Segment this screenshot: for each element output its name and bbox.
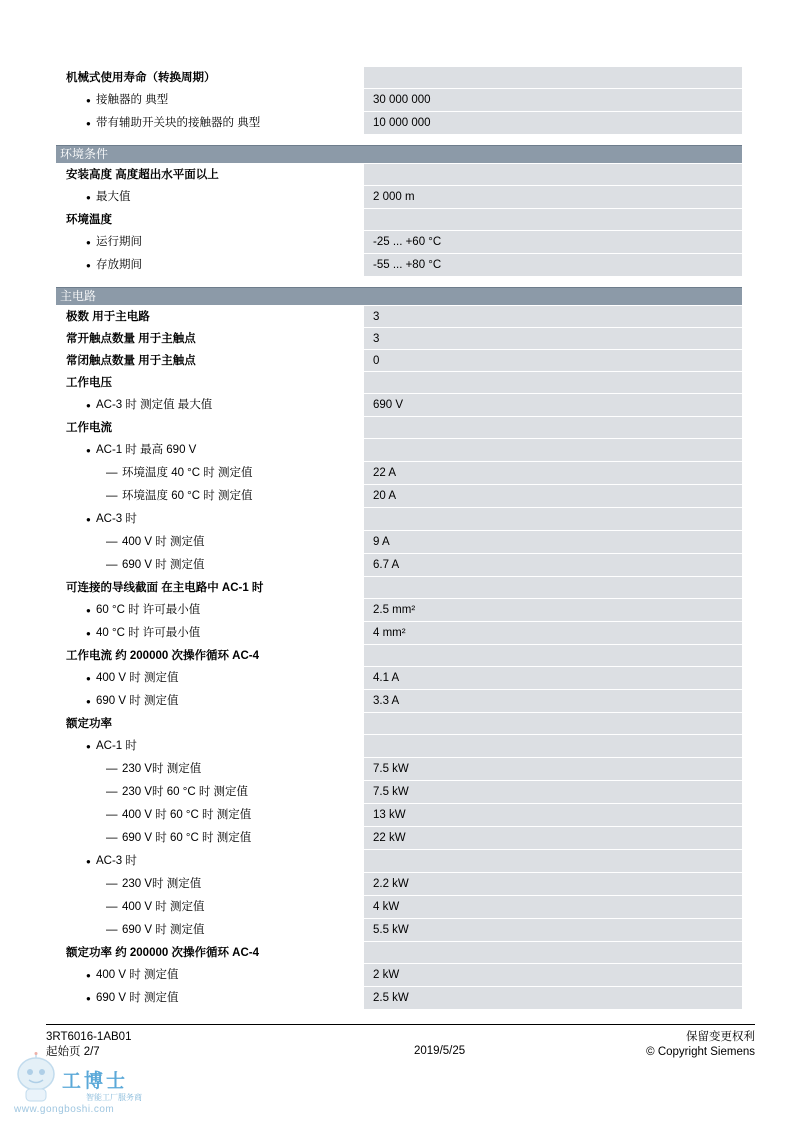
watermark-url: www.gongboshi.com (14, 1104, 115, 1115)
spec-value: 6.7 A (364, 554, 742, 576)
spec-row (56, 163, 742, 185)
spec-row (56, 895, 742, 918)
spec-value: 30 000 000 (364, 89, 742, 111)
spec-value: 2.5 mm² (364, 599, 742, 621)
spec-label-text: 690 V 时 测定值 (122, 924, 205, 936)
bullet-icon: ● (86, 193, 91, 202)
spec-label-text: 400 V 时 60 °C 时 测定值 (122, 809, 252, 821)
spec-label-text: 230 V时 测定值 (122, 763, 202, 775)
bullet-icon: ● (86, 446, 91, 455)
watermark-brand: 工博士 (62, 1071, 129, 1092)
spec-value (364, 645, 742, 666)
spec-row (56, 757, 742, 780)
spec-value: 3 (364, 306, 742, 327)
spec-label-text: 安装高度 高度超出水平面以上 (66, 169, 219, 181)
spec-label (56, 508, 364, 530)
spec-table (56, 66, 742, 1009)
spec-label (56, 350, 364, 371)
bullet-icon: ● (86, 674, 91, 683)
spec-label (56, 804, 364, 826)
spec-value (364, 372, 742, 393)
spec-label (56, 531, 364, 553)
dash-icon: — (106, 467, 118, 479)
spec-label (56, 186, 364, 208)
bullet-icon: ● (86, 971, 91, 980)
spec-label-text: 运行期间 (96, 236, 142, 248)
spec-label (56, 328, 364, 349)
bullet-icon: ● (86, 629, 91, 638)
spec-label (56, 462, 364, 484)
spec-value (364, 850, 742, 872)
spec-label (56, 964, 364, 986)
spec-value: 4 kW (364, 896, 742, 918)
spec-label (56, 67, 364, 88)
spec-row (56, 88, 742, 111)
spec-label (56, 735, 364, 757)
footer-right (646, 1030, 755, 1060)
bullet-icon: ● (86, 697, 91, 706)
spec-row (56, 208, 742, 230)
spec-row (56, 689, 742, 712)
spec-row (56, 986, 742, 1009)
spec-row (56, 803, 742, 826)
spec-label (56, 667, 364, 689)
spec-label (56, 89, 364, 111)
spec-row (56, 530, 742, 553)
spec-value: 2.5 kW (364, 987, 742, 1009)
spec-row (56, 576, 742, 598)
spec-value: 0 (364, 350, 742, 371)
spec-label-text: 常闭触点数量 用于主触点 (66, 355, 196, 367)
spec-label-text: 690 V 时 60 °C 时 测定值 (122, 832, 252, 844)
spec-row (56, 111, 742, 134)
spec-label-text: 40 °C 时 许可最小值 (96, 627, 201, 639)
spec-row (56, 371, 742, 393)
spec-label (56, 394, 364, 416)
spec-row (56, 253, 742, 276)
bullet-icon: ● (86, 119, 91, 128)
bullet-icon: ● (86, 261, 91, 270)
spec-label (56, 873, 364, 895)
dash-icon: — (106, 559, 118, 571)
section-header: 环境条件 (56, 145, 742, 163)
spec-label-text: 最大值 (96, 191, 131, 203)
spec-value: 22 kW (364, 827, 742, 849)
spec-value (364, 209, 742, 230)
bullet-icon: ● (86, 994, 91, 1003)
bullet-icon: ● (86, 606, 91, 615)
spec-row (56, 461, 742, 484)
spec-label-text: AC-1 时 (96, 740, 137, 752)
spec-label-text: 机械式使用寿命（转换周期） (66, 72, 216, 84)
spec-row (56, 666, 742, 689)
spec-label (56, 622, 364, 644)
spec-value: 7.5 kW (364, 781, 742, 803)
dash-icon: — (106, 878, 118, 890)
watermark-tagline: 智能工厂服务商 (86, 1093, 142, 1102)
spec-label-text: 690 V 时 测定值 (96, 695, 179, 707)
watermark (12, 1052, 162, 1122)
dash-icon: — (106, 832, 118, 844)
spec-row (56, 849, 742, 872)
spec-label (56, 599, 364, 621)
page-footer (46, 1024, 755, 1058)
spec-row (56, 780, 742, 803)
spec-row (56, 305, 742, 327)
spec-row (56, 185, 742, 208)
spec-label (56, 896, 364, 918)
spec-value (364, 713, 742, 734)
spec-label-text: 60 °C 时 许可最小值 (96, 604, 201, 616)
spec-value (364, 508, 742, 530)
spec-label-text: 额定功率 (66, 718, 112, 730)
spec-value: 4.1 A (364, 667, 742, 689)
spec-label-text: 环境温度 40 °C 时 测定值 (122, 467, 253, 479)
spec-value: 13 kW (364, 804, 742, 826)
spec-value: -25 ... +60 °C (364, 231, 742, 253)
spec-label (56, 713, 364, 734)
spec-label-text: 690 V 时 测定值 (96, 992, 179, 1004)
spec-label (56, 485, 364, 507)
spec-value (364, 735, 742, 757)
spec-label (56, 987, 364, 1009)
spec-row (56, 826, 742, 849)
spec-value: 4 mm² (364, 622, 742, 644)
spec-row (56, 66, 742, 88)
spec-label (56, 758, 364, 780)
spec-row (56, 963, 742, 986)
section-header: 主电路 (56, 287, 742, 305)
copyright-note: © Copyright Siemens (646, 1046, 755, 1058)
spec-value: 690 V (364, 394, 742, 416)
spec-label (56, 690, 364, 712)
spec-label (56, 439, 364, 461)
spec-label-text: 工作电流 (66, 422, 112, 434)
spec-label-text: 极数 用于主电路 (66, 311, 150, 323)
spec-label (56, 850, 364, 872)
spec-value (364, 942, 742, 963)
spec-label (56, 164, 364, 185)
spec-value (364, 164, 742, 185)
spec-value: 7.5 kW (364, 758, 742, 780)
dash-icon: — (106, 763, 118, 775)
dash-icon: — (106, 786, 118, 798)
spec-label-text: 400 V 时 测定值 (96, 672, 179, 684)
spec-label (56, 254, 364, 276)
spec-row (56, 712, 742, 734)
spec-label (56, 372, 364, 393)
dash-icon: — (106, 901, 118, 913)
spec-row (56, 327, 742, 349)
dash-icon: — (106, 490, 118, 502)
robot-mascot-icon (12, 1052, 60, 1104)
spec-label-text: 400 V 时 测定值 (96, 969, 179, 981)
spec-row (56, 438, 742, 461)
spec-label-text: 接触器的 典型 (96, 94, 169, 106)
spec-row (56, 734, 742, 757)
dash-icon: — (106, 536, 118, 548)
spec-label (56, 112, 364, 134)
spec-value (364, 577, 742, 598)
spec-label-text: 带有辅助开关块的接触器的 典型 (96, 117, 261, 129)
spec-label (56, 231, 364, 253)
footer-date: 2019/5/25 (414, 1045, 466, 1057)
spec-row (56, 393, 742, 416)
spec-value: 2 kW (364, 964, 742, 986)
spec-value: 10 000 000 (364, 112, 742, 134)
spec-label (56, 209, 364, 230)
spec-label-text: 400 V 时 测定值 (122, 901, 205, 913)
spec-label-text: 额定功率 约 200000 次操作循环 AC-4 (66, 947, 259, 959)
spec-row (56, 621, 742, 644)
spec-label-text: 690 V 时 测定值 (122, 559, 205, 571)
spec-label-text: 230 V时 60 °C 时 测定值 (122, 786, 249, 798)
spec-row (56, 644, 742, 666)
bullet-icon: ● (86, 742, 91, 751)
spec-label-text: 230 V时 测定值 (122, 878, 202, 890)
spec-label (56, 554, 364, 576)
spec-value: 5.5 kW (364, 919, 742, 941)
spec-label (56, 919, 364, 941)
spec-value: 3 (364, 328, 742, 349)
spec-label (56, 781, 364, 803)
spec-label-text: 常开触点数量 用于主触点 (66, 333, 196, 345)
page-number: 起始页 2/7 (46, 1046, 100, 1058)
spec-row (56, 918, 742, 941)
spec-label-text: 环境温度 (66, 214, 112, 226)
spec-label-text: 环境温度 60 °C 时 测定值 (122, 490, 253, 502)
spec-label-text: AC-3 时 (96, 855, 137, 867)
bullet-icon: ● (86, 401, 91, 410)
spec-value: 2.2 kW (364, 873, 742, 895)
spec-row (56, 349, 742, 371)
spec-label-text: AC-1 时 最高 690 V (96, 444, 197, 456)
spec-value: 20 A (364, 485, 742, 507)
spec-value (364, 67, 742, 88)
spec-value (364, 439, 742, 461)
bullet-icon: ● (86, 96, 91, 105)
spec-label-text: 存放期间 (96, 259, 142, 271)
spec-label (56, 417, 364, 438)
spec-value (364, 417, 742, 438)
spec-label (56, 827, 364, 849)
spec-label-text: 工作电压 (66, 377, 112, 389)
spec-row (56, 230, 742, 253)
spec-label (56, 306, 364, 327)
dash-icon: — (106, 924, 118, 936)
bullet-icon: ● (86, 515, 91, 524)
rights-note: 保留变更权利 (686, 1031, 755, 1043)
spec-label (56, 577, 364, 598)
spec-row (56, 598, 742, 621)
spec-value: -55 ... +80 °C (364, 254, 742, 276)
spec-value: 9 A (364, 531, 742, 553)
spec-label-text: 400 V 时 测定值 (122, 536, 205, 548)
spec-value: 22 A (364, 462, 742, 484)
spec-row (56, 507, 742, 530)
spec-row (56, 553, 742, 576)
spec-row (56, 872, 742, 895)
spec-row (56, 484, 742, 507)
spec-label-text: 可连接的导线截面 在主电路中 AC-1 时 (66, 582, 264, 594)
spec-row (56, 941, 742, 963)
bullet-icon: ● (86, 238, 91, 247)
product-number: 3RT6016-1AB01 (46, 1031, 132, 1043)
spec-label-text: 工作电流 约 200000 次操作循环 AC-4 (66, 650, 259, 662)
spec-label (56, 645, 364, 666)
spec-label (56, 942, 364, 963)
spec-row (56, 416, 742, 438)
spec-label-text: AC-3 时 测定值 最大值 (96, 399, 213, 411)
spec-value: 2 000 m (364, 186, 742, 208)
dash-icon: — (106, 809, 118, 821)
spec-value: 3.3 A (364, 690, 742, 712)
spec-label-text: AC-3 时 (96, 513, 137, 525)
bullet-icon: ● (86, 857, 91, 866)
